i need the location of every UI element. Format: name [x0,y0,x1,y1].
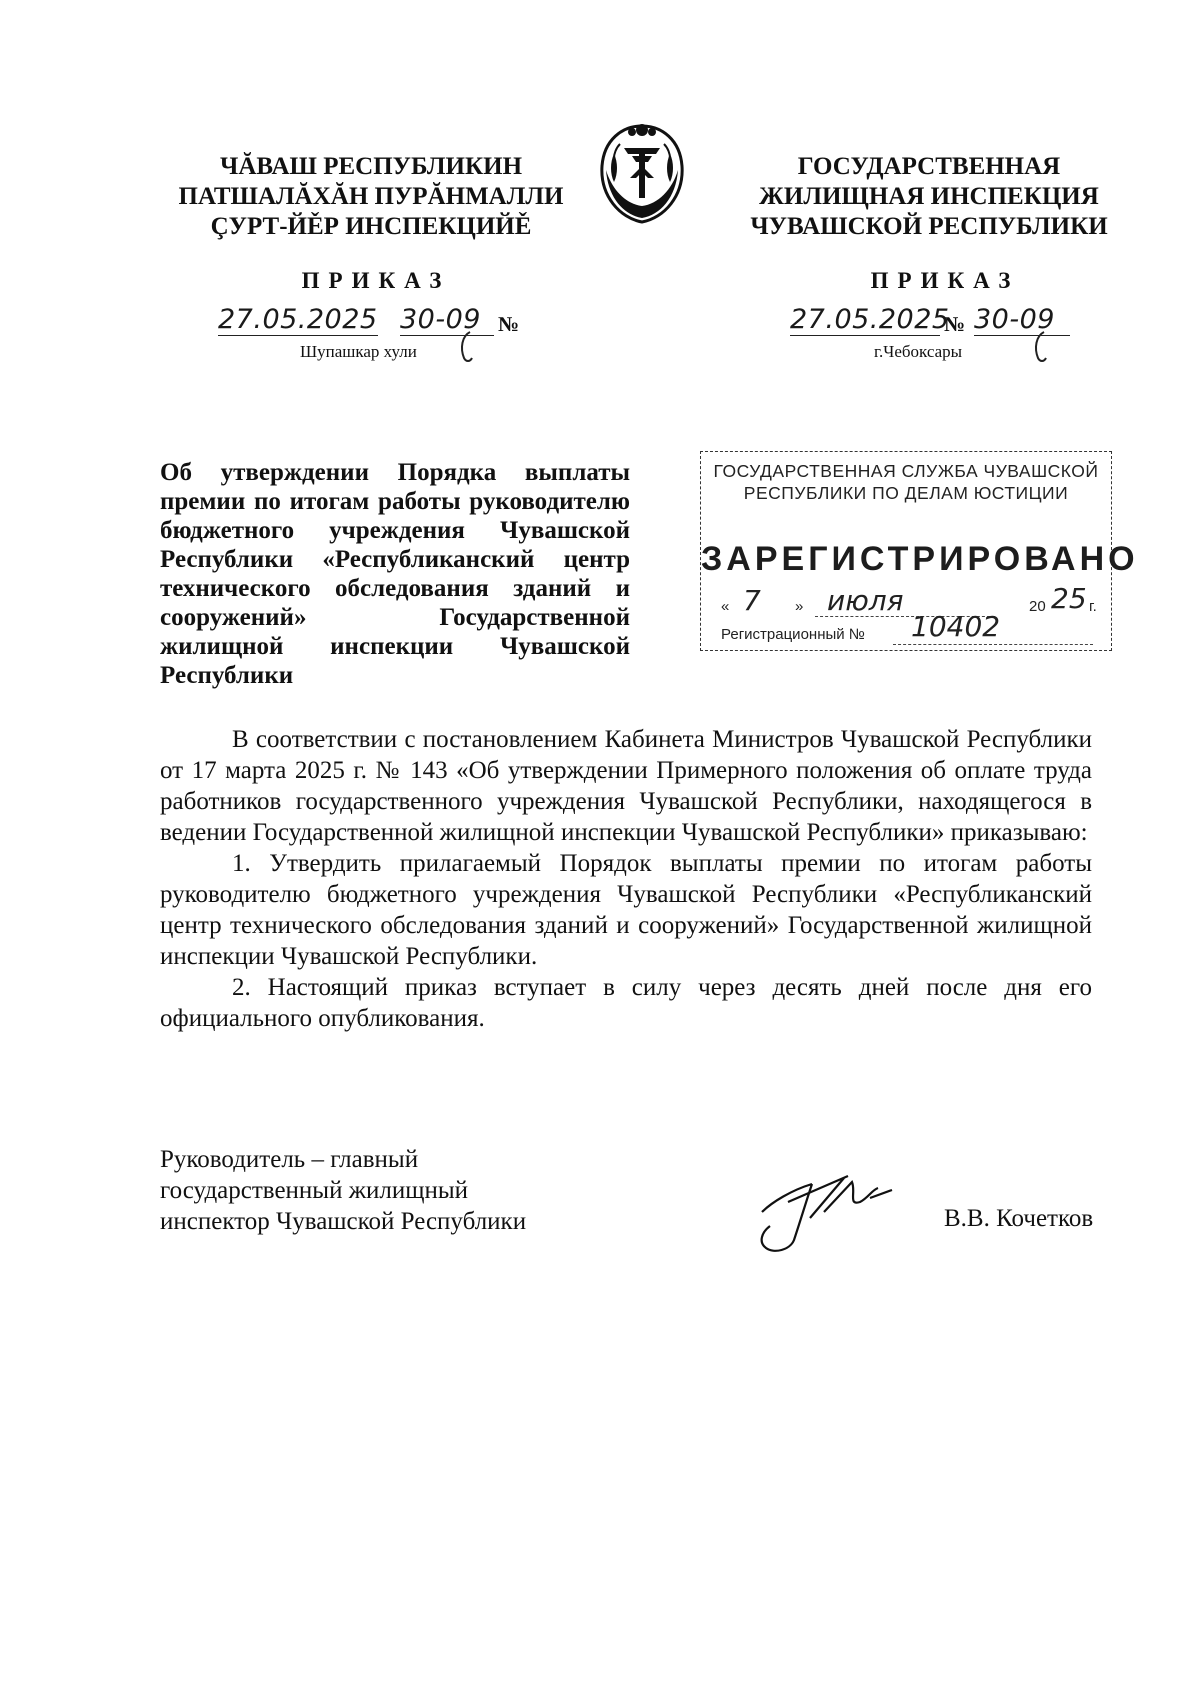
document-subject: Об утверждении Порядка выплаты премии по итогам работы руководителю бюджетного учреждения Чувашской Республики «Республиканский центр технического обследования зданий и сооружений» Государственной жилищной инспекции Чувашской Республики [160,459,630,689]
header-left-line-2: ПАТШАЛĂХĂН ПУРĂНМАЛЛИ [178,183,564,210]
signer-position [160,1144,580,1237]
chuvash-coat-of-arms-icon [592,118,692,226]
order-left-date: 27.05.2025 [218,304,378,335]
header-right-line-1: ГОСУДАРСТВЕННАЯ [797,153,1061,180]
handwritten-mark-left [456,330,478,364]
order-right-number: 30-09 [974,304,1070,336]
registration-stamp [700,451,1139,651]
header-left-org [136,152,606,242]
stamp-date-open-quote: « [721,598,730,615]
stamp-date-month: июля [827,584,904,617]
order-right-date: 27.05.2025 [790,304,950,335]
handwritten-mark-right [1030,330,1052,364]
signer-position-line-2: государственный жилищный [160,1177,469,1204]
order-left-place: Шупашкар хули [300,342,417,361]
signer-position-line-1: Руководитель – главный [160,1146,419,1173]
handwritten-signature [752,1162,912,1262]
stamp-reg-number: 10402 [911,610,1001,643]
document-body [160,724,1092,1034]
stamp-reg-label: Регистрационный № [721,626,865,643]
stamp-date-day: 7 [743,584,761,617]
header-right-org [694,152,1164,242]
stamp-status: ЗАРЕГИСТРИРОВАНО [701,540,1139,578]
header-right-line-3: ЧУВАШСКОЙ РЕСПУБЛИКИ [750,213,1108,240]
body-paragraph-2: 1. Утвердить прилагаемый Порядок выплаты премии по итогам работы руководителю бюджетного учреждения Чувашской Республики «Республиканский центр технического обследования зданий и сооружений» Государственной жилищной инспекции Чувашской Республики. [160,850,1092,970]
order-title-right: ПРИКАЗ [870,268,1020,293]
order-right-place: г.Чебоксары [874,342,963,361]
body-paragraph-1: В соответствии с постановлением Кабинета Министров Чувашской Республики от 17 марта 2025 г. № 143 «Об утверждении Примерного положения об оплате труда работников государственного учреждения Чувашской Республики, находящегося в ведении Государственной жилищной инспекции Чувашской Республики» приказываю: [160,726,1092,846]
stamp-date-close-quote: » [795,598,804,615]
signer-position-line-3: инспектор Чувашской Республики [160,1208,527,1235]
header-right-line-2: ЖИЛИЩНАЯ ИНСПЕКЦИЯ [759,183,1099,210]
stamp-org-line-2: РЕСПУБЛИКИ ПО ДЕЛАМ ЮСТИЦИИ [743,483,1069,503]
stamp-org [701,460,1111,504]
stamp-date-year-mark: г. [1089,598,1097,615]
order-left-number-sign: № [498,312,520,336]
body-paragraph-3: 2. Настоящий приказ вступает в силу через десять дней после дня его официального опубликования. [160,974,1092,1032]
stamp-date-year-prefix: 20 [1029,598,1046,615]
header-left-line-3: ÇУРТ-ЙĚР ИНСПЕКЦИЙĚ [210,213,532,240]
stamp-org-line-1: ГОСУДАРСТВЕННАЯ СЛУЖБА ЧУВАШСКОЙ [713,461,1099,481]
signer-name: В.В. Кочетков [944,1205,1094,1232]
stamp-reg-row [715,610,1095,648]
stamp-date-year-suffix: 25 [1051,582,1087,615]
order-left-number: 30-09 [400,304,494,336]
order-title-left: ПРИКАЗ [301,268,451,293]
stamp-date-row [715,582,1097,620]
header-left-line-1: ЧĂВАШ РЕСПУБЛИКИН [219,153,523,180]
order-right-number-sign: № [944,312,966,336]
